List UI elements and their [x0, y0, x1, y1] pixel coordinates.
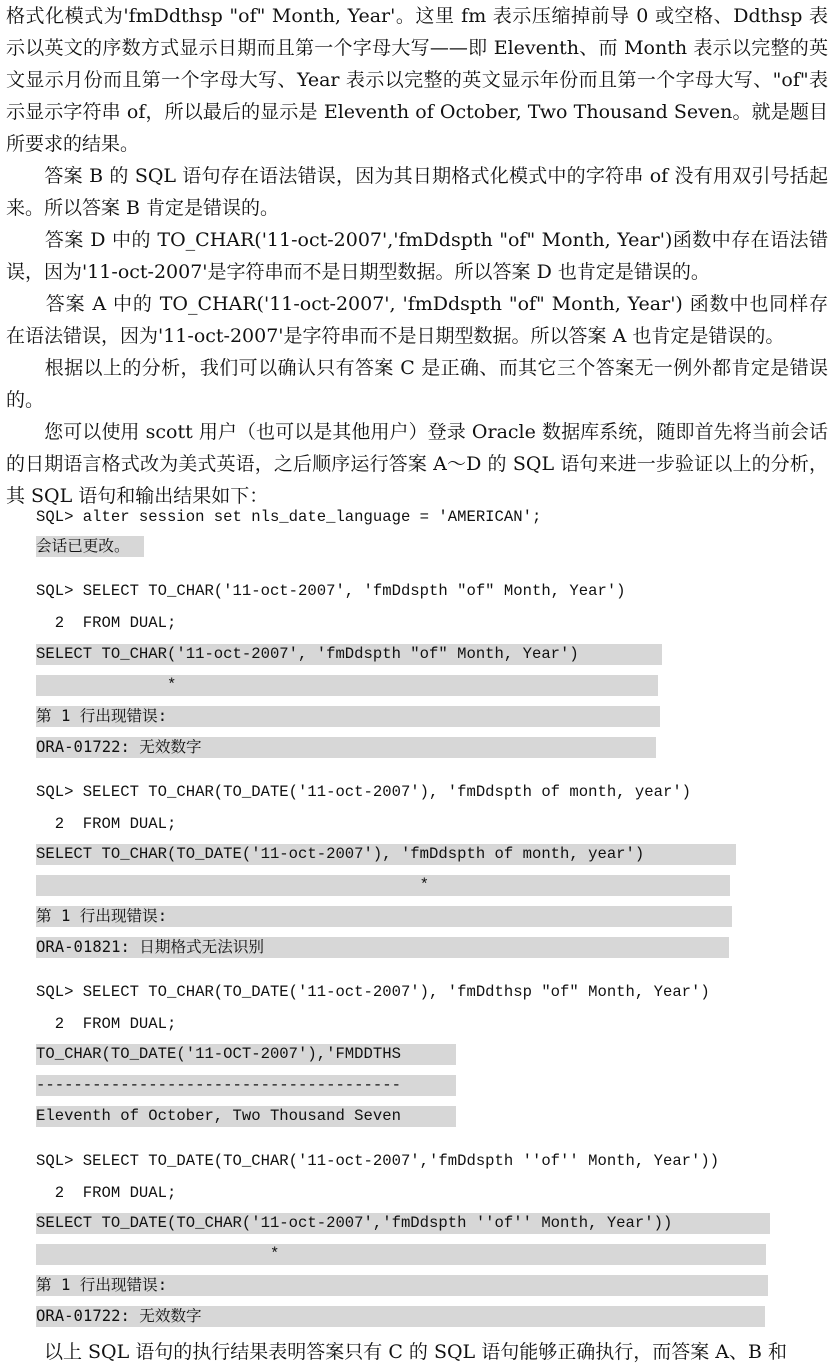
sql-answer-c-separator: ---------------------------------------: [36, 1075, 456, 1096]
sql-answer-b-command: SQL> SELECT TO_CHAR(TO_DATE('11-oct-2007'), 'fmDdspth of month, year'): [36, 783, 692, 801]
sql-answer-a-error-line: 第 1 行出现错误:: [36, 706, 660, 727]
sql-answer-a-echo: SELECT TO_CHAR('11-oct-2007', 'fmDdspth "of" Month, Year'): [36, 644, 662, 665]
paragraph-format-explanation: 格式化模式为'fmDdthsp "of" Month, Year'。这里 fm 表示压缩掉前导 0 或空格、Ddthsp 表示以英文的序数方式显示日期而且第一个字母大写——即 Eleventh、而 Month 表示以完整的英文显示月份而且第一个字母大写、Year 表示以完整的英文显示年份而且第一个字母大写、"of"表示显示字符串 of，所以最后的显示是 Eleventh of October, Two Thousand Seven。就是题目所要求的结果。: [6, 5, 828, 155]
sql-answer-b-from: 2 FROM DUAL;: [36, 815, 177, 833]
sql-answer-b-error-marker: *: [36, 875, 730, 896]
sql-answer-a-from: 2 FROM DUAL;: [36, 614, 177, 632]
paragraph-closing: 以上 SQL 语句的执行结果表明答案只有 C 的 SQL 语句能够正确执行，而答案 A、B 和: [6, 1341, 787, 1363]
sql-alter-session: SQL> alter session set nls_date_language = 'AMERICAN';: [36, 508, 542, 526]
paragraph-conclusion: 根据以上的分析，我们可以确认只有答案 C 是正确、而其它三个答案无一例外都肯定是错误的。: [6, 357, 828, 411]
sql-answer-b-ora-error: ORA-01821: 日期格式无法识别: [36, 937, 729, 958]
sql-answer-b-echo: SELECT TO_CHAR(TO_DATE('11-oct-2007'), 'fmDdspth of month, year'): [36, 844, 736, 865]
sql-answer-d-from: 2 FROM DUAL;: [36, 1184, 177, 1202]
sql-answer-b-error-line: 第 1 行出现错误:: [36, 906, 732, 927]
sql-answer-d-error-marker: *: [36, 1244, 766, 1265]
sql-answer-d-error-line: 第 1 行出现错误:: [36, 1275, 768, 1296]
sql-answer-c-from: 2 FROM DUAL;: [36, 1015, 177, 1033]
sql-answer-a-command: SQL> SELECT TO_CHAR('11-oct-2007', 'fmDdspth "of" Month, Year'): [36, 582, 626, 600]
sql-answer-c-command: SQL> SELECT TO_CHAR(TO_DATE('11-oct-2007'), 'fmDdthsp "of" Month, Year'): [36, 983, 710, 1001]
sql-answer-c-result: Eleventh of October, Two Thousand Seven: [36, 1106, 456, 1127]
sql-answer-a-ora-error: ORA-01722: 无效数字: [36, 737, 656, 758]
paragraph-answer-a: 答案 A 中的 TO_CHAR('11-oct-2007', 'fmDdspth "of" Month, Year') 函数中也同样存在语法错误，因为'11-oct-2007'是字符串而不是日期型数据。所以答案 A 也肯定是错误的。: [6, 293, 828, 347]
paragraph-verification-intro: 您可以使用 scott 用户（也可以是其他用户）登录 Oracle 数据库系统，随即首先将当前会话的日期语言格式改为美式英语，之后顺序运行答案 A～D 的 SQL 语句来进一步验证以上的分析，其 SQL 语句和输出结果如下：: [6, 421, 828, 507]
sql-answer-d-ora-error: ORA-01722: 无效数字: [36, 1306, 765, 1327]
paragraph-answer-d: 答案 D 中的 TO_CHAR('11-oct-2007','fmDdspth "of" Month, Year')函数中存在语法错误，因为'11-oct-2007'是字符串而不是日期型数据。所以答案 D 也肯定是错误的。: [6, 229, 828, 283]
sql-answer-d-command: SQL> SELECT TO_DATE(TO_CHAR('11-oct-2007','fmDdspth ''of'' Month, Year')): [36, 1152, 720, 1170]
sql-answer-a-error-marker: *: [36, 675, 658, 696]
paragraph-answer-b: 答案 B 的 SQL 语句存在语法错误，因为其日期格式化模式中的字符串 of 没有用双引号括起来。所以答案 B 肯定是错误的。: [6, 165, 828, 219]
sql-session-altered: 会话已更改。: [36, 536, 144, 557]
sql-answer-d-echo: SELECT TO_DATE(TO_CHAR('11-oct-2007','fmDdspth ''of'' Month, Year')): [36, 1213, 770, 1234]
sql-answer-c-column-header: TO_CHAR(TO_DATE('11-OCT-2007'),'FMDDTHS: [36, 1044, 456, 1065]
